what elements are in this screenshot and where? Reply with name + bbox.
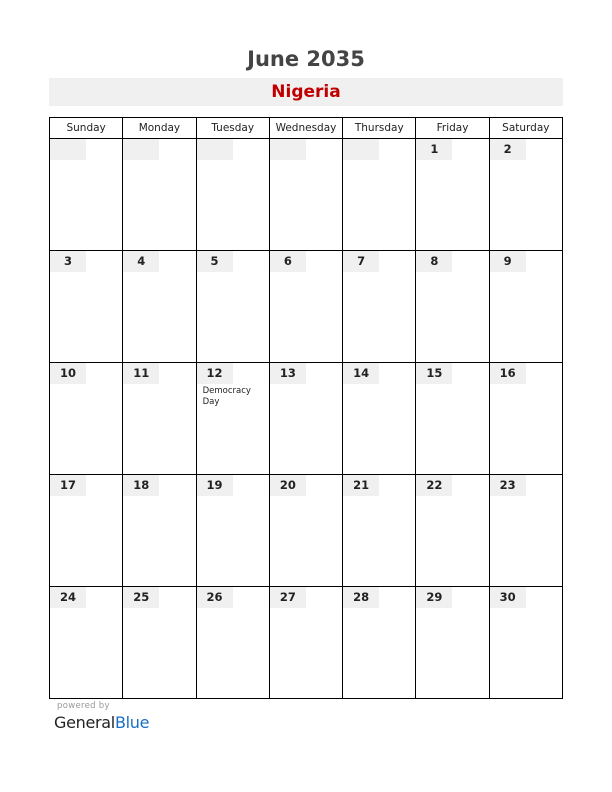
day-number: 4 bbox=[123, 251, 159, 272]
day-cell bbox=[269, 363, 342, 475]
day-number: 9 bbox=[490, 251, 526, 272]
day-number: 30 bbox=[490, 587, 526, 608]
day-number: 7 bbox=[343, 251, 379, 272]
day-number: 18 bbox=[123, 475, 159, 496]
day-number: 14 bbox=[343, 363, 379, 384]
generalblue-logo bbox=[54, 713, 149, 732]
day-cell bbox=[123, 587, 196, 699]
day-cell bbox=[123, 475, 196, 587]
week-row bbox=[50, 251, 563, 363]
day-number: 10 bbox=[50, 363, 86, 384]
empty-day-cell bbox=[123, 139, 196, 251]
day-cell bbox=[196, 475, 269, 587]
day-cell bbox=[196, 587, 269, 699]
weekday-sunday: Sunday bbox=[50, 118, 123, 139]
day-number bbox=[270, 139, 306, 160]
empty-day-cell bbox=[269, 139, 342, 251]
day-cell bbox=[269, 251, 342, 363]
day-cell bbox=[196, 363, 269, 475]
day-number: 24 bbox=[50, 587, 86, 608]
day-number: 26 bbox=[197, 587, 233, 608]
day-number: 23 bbox=[490, 475, 526, 496]
day-number: 3 bbox=[50, 251, 86, 272]
day-cell bbox=[269, 475, 342, 587]
day-number: 20 bbox=[270, 475, 306, 496]
week-row bbox=[50, 587, 563, 699]
day-cell bbox=[343, 587, 416, 699]
day-cell bbox=[50, 251, 123, 363]
day-number: 27 bbox=[270, 587, 306, 608]
weekday-saturday: Saturday bbox=[489, 118, 562, 139]
day-number: 5 bbox=[197, 251, 233, 272]
day-cell bbox=[416, 139, 489, 251]
day-number: 21 bbox=[343, 475, 379, 496]
day-cell bbox=[489, 139, 562, 251]
day-cell bbox=[489, 475, 562, 587]
day-cell bbox=[50, 475, 123, 587]
weekday-wednesday: Wednesday bbox=[269, 118, 342, 139]
day-cell bbox=[416, 363, 489, 475]
day-number: 19 bbox=[197, 475, 233, 496]
day-number: 12 bbox=[197, 363, 233, 384]
day-cell bbox=[123, 363, 196, 475]
empty-day-cell bbox=[343, 139, 416, 251]
day-cell bbox=[343, 475, 416, 587]
day-cell bbox=[489, 251, 562, 363]
day-number bbox=[50, 139, 86, 160]
week-row bbox=[50, 139, 563, 251]
day-number: 6 bbox=[270, 251, 306, 272]
day-number: 16 bbox=[490, 363, 526, 384]
day-number: 15 bbox=[416, 363, 452, 384]
empty-day-cell bbox=[50, 139, 123, 251]
day-number bbox=[343, 139, 379, 160]
country-name: Nigeria bbox=[271, 82, 341, 102]
day-number: 8 bbox=[416, 251, 452, 272]
calendar-title: June 2035 bbox=[247, 47, 365, 71]
day-number: 25 bbox=[123, 587, 159, 608]
day-number: 1 bbox=[416, 139, 452, 160]
empty-day-cell bbox=[196, 139, 269, 251]
brand-general-text: General bbox=[54, 713, 115, 732]
powered-by-text: powered by bbox=[57, 701, 110, 711]
day-cell bbox=[50, 587, 123, 699]
week-row bbox=[50, 475, 563, 587]
day-number: 17 bbox=[50, 475, 86, 496]
day-number: 29 bbox=[416, 587, 452, 608]
day-cell bbox=[489, 363, 562, 475]
week-row bbox=[50, 363, 563, 475]
country-banner bbox=[49, 78, 563, 106]
day-number: 13 bbox=[270, 363, 306, 384]
day-cell bbox=[416, 251, 489, 363]
calendar-grid bbox=[49, 117, 563, 699]
day-cell bbox=[50, 363, 123, 475]
day-cell bbox=[416, 475, 489, 587]
day-number bbox=[197, 139, 233, 160]
brand-blue-text: Blue bbox=[114, 713, 150, 732]
weekday-tuesday: Tuesday bbox=[196, 118, 269, 139]
day-cell bbox=[489, 587, 562, 699]
weekday-friday: Friday bbox=[416, 118, 489, 139]
weekday-header-row bbox=[50, 118, 563, 139]
weekday-thursday: Thursday bbox=[343, 118, 416, 139]
day-cell bbox=[196, 251, 269, 363]
day-number: 28 bbox=[343, 587, 379, 608]
day-cell bbox=[343, 251, 416, 363]
day-number bbox=[123, 139, 159, 160]
weekday-monday: Monday bbox=[123, 118, 196, 139]
day-cell bbox=[123, 251, 196, 363]
day-number: 11 bbox=[123, 363, 159, 384]
day-cell bbox=[416, 587, 489, 699]
day-cell bbox=[343, 363, 416, 475]
day-number: 2 bbox=[490, 139, 526, 160]
day-number: 22 bbox=[416, 475, 452, 496]
holiday-event: Democracy Day bbox=[202, 386, 251, 407]
day-cell bbox=[269, 587, 342, 699]
